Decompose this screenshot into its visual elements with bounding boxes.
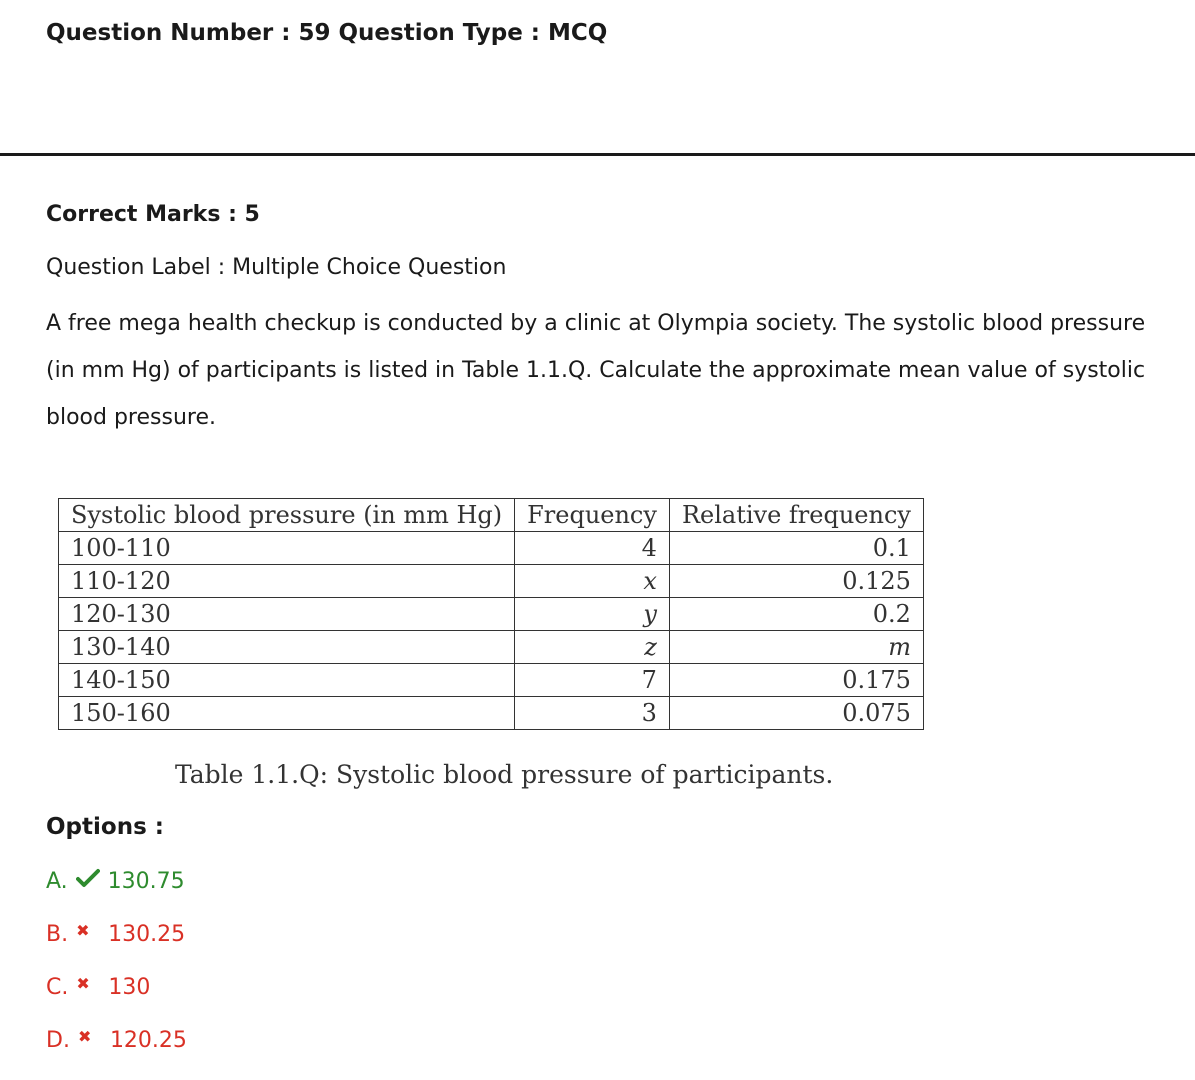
- option-letter: A.: [46, 868, 68, 894]
- cross-icon: ✖: [77, 1027, 92, 1046]
- table-row: [59, 565, 924, 598]
- divider: [0, 153, 1195, 156]
- table-row: [59, 697, 924, 730]
- range-cell: 130-140: [59, 631, 515, 664]
- relative-frequency-cell: m: [669, 631, 923, 664]
- question-header: Question Number : 59 Question Type : MCQ: [46, 20, 608, 46]
- range-cell: 100-110: [59, 532, 515, 565]
- option-value: 130.25: [108, 922, 186, 947]
- relative-frequency-cell: 0.075: [669, 697, 923, 730]
- relative-frequency-cell: 0.125: [669, 565, 923, 598]
- range-cell: 140-150: [59, 664, 515, 697]
- table-row: [59, 532, 924, 565]
- relative-frequency-cell: 0.1: [669, 532, 923, 565]
- column-header-pressure: Systolic blood pressure (in mm Hg): [59, 499, 515, 532]
- cross-icon: ✖: [76, 974, 90, 993]
- frequency-cell: y: [515, 598, 670, 631]
- table-row: [59, 598, 924, 631]
- option-a[interactable]: [46, 868, 185, 894]
- cross-icon: ✖: [76, 921, 90, 940]
- check-icon: [76, 868, 102, 894]
- option-value: 130: [108, 975, 151, 1000]
- table-row: [59, 631, 924, 664]
- option-b[interactable]: [46, 922, 185, 947]
- options-title: Options :: [46, 814, 164, 840]
- option-letter: D.: [46, 1028, 70, 1053]
- range-cell: 110-120: [59, 565, 515, 598]
- question-text: A free mega health checkup is conducted by a clinic at Olympia society. The systolic blood pressure (in mm Hg) of participants is listed in Table 1.1.Q. Calculate the approximate mean value of systolic blood pressure.: [46, 311, 1146, 430]
- table-caption: Table 1.1.Q: Systolic blood pressure of participants.: [175, 760, 834, 789]
- correct-marks: Correct Marks : 5: [46, 202, 260, 227]
- table-header-row: [59, 499, 924, 532]
- column-header-frequency: Frequency: [515, 499, 670, 532]
- table-row: [59, 664, 924, 697]
- frequency-cell: 4: [515, 532, 670, 565]
- option-d[interactable]: [46, 1028, 187, 1053]
- blood-pressure-table: [58, 498, 924, 730]
- frequency-cell: x: [515, 565, 670, 598]
- relative-frequency-cell: 0.175: [669, 664, 923, 697]
- option-letter: B.: [46, 922, 69, 947]
- column-header-relative-frequency: Relative frequency: [669, 499, 923, 532]
- relative-frequency-cell: 0.2: [669, 598, 923, 631]
- frequency-cell: 7: [515, 664, 670, 697]
- frequency-cell: 3: [515, 697, 670, 730]
- range-cell: 150-160: [59, 697, 515, 730]
- option-value: 120.25: [109, 1028, 187, 1053]
- option-c[interactable]: [46, 975, 150, 1000]
- option-value: 130.75: [107, 868, 185, 894]
- frequency-cell: z: [515, 631, 670, 664]
- question-label: Question Label : Multiple Choice Question: [46, 255, 507, 280]
- range-cell: 120-130: [59, 598, 515, 631]
- option-letter: C.: [46, 975, 69, 1000]
